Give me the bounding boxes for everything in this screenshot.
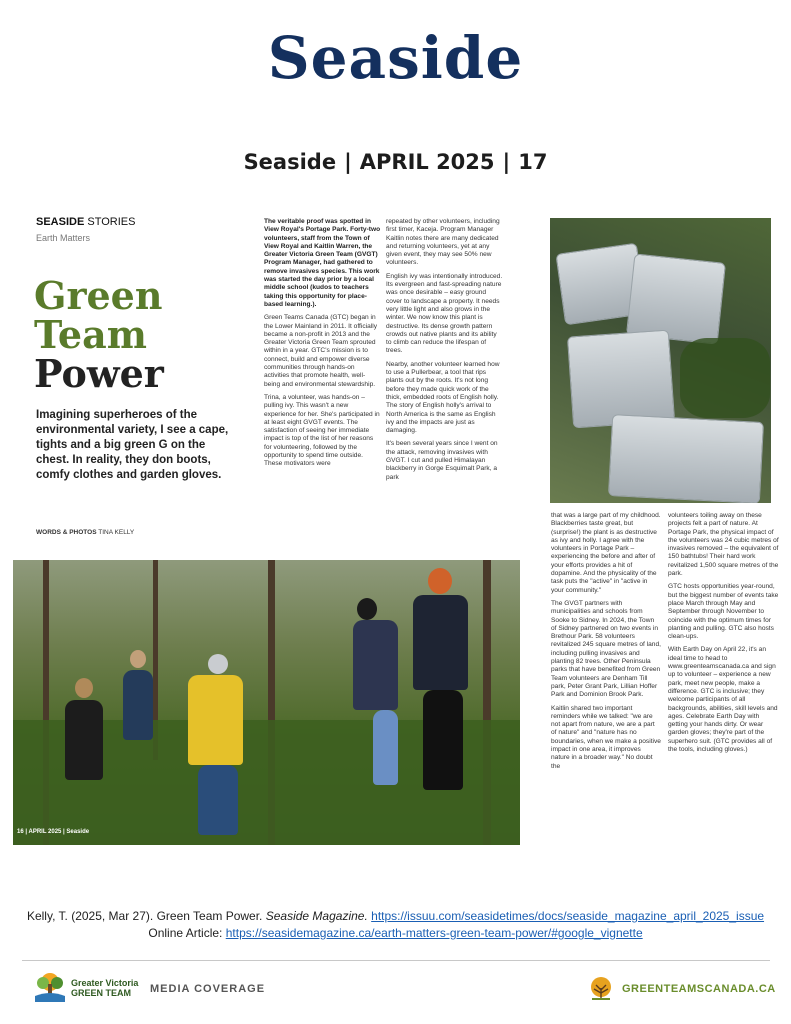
folio-page: 16 (17, 829, 24, 835)
citation-online-label: Online Article: (148, 926, 226, 940)
headline-line-1: Green (34, 273, 163, 318)
footer-divider (22, 960, 770, 961)
issue-brand: Seaside (243, 150, 337, 174)
article-column-2 (386, 218, 503, 487)
citation-link-issuu[interactable]: https://issuu.com/seasidetimes/docs/seaside_magazine_april_2025_issue (371, 909, 765, 923)
paragraph: that was a large part of my childhood. Blackberries taste great, but (surprise!) the plant is as destructive as ivy and holly. I agree with the volunteers in Portage Park – experiencing the before and after of your efforts provides a hit of dopamine. And the physicality of the task puts the "active" in "active in your community." (551, 512, 661, 594)
article-column-3 (551, 512, 661, 776)
footer-website[interactable]: GREENTEAMSCANADA.CA (622, 983, 776, 995)
masthead: Seaside (267, 24, 524, 92)
footer-media-coverage: MEDIA COVERAGE (150, 983, 266, 995)
citation-prefix: Kelly, T. (2025, Mar 27). Green Team Power. (26, 909, 266, 923)
paragraph: With Earth Day on April 22, it's an ideal time to head to www.greenteamscanada.ca and sign up to volunteer – experience a new park, meet new people, make a difference. GTC is inclusive; they welcome participants of all backgrounds, abilities, skill levels and ages. Celebrate Earth Day with getting your hands dirty. Or wear garden gloves; they're part of the superhero suit. (GTC provides all of the tools, including gloves.) (668, 646, 778, 754)
citation-publication: Seaside Magazine. (265, 909, 368, 923)
footer-org-name (71, 978, 138, 998)
greater-victoria-green-team-logo-icon (33, 970, 67, 1004)
section-tag-rest: STORIES (87, 216, 136, 228)
paragraph: Nearby, another volunteer learned how to use a Pullerbear, a tool that rips plants out by the roots. It's not long before they made quick work of the thick, embedded roots of English holly. The story of English holly's arrival to North America is the same as English ivy and the impacts are just as damaging. (386, 360, 500, 435)
folio-brand: Seaside (66, 829, 90, 835)
section-tag (36, 216, 135, 228)
subsection: Earth Matters (36, 233, 91, 243)
section-tag-bold: SEASIDE (36, 216, 85, 228)
photo-bags-of-ivy (550, 218, 771, 503)
headline-line-2: Team (34, 312, 147, 357)
page-folio: 16 | APRIL 2025 | Seaside (17, 829, 90, 835)
byline-label: WORDS & PHOTOS (36, 529, 97, 536)
citation (0, 908, 791, 942)
paragraph: Green Teams Canada (GTC) began in the Lower Mainland in 2011. It officially became a non-profit in 2013 and the Greater Victoria Green Team sprouted within in a year. GTC's mission is to connect, build and empower diverse communities through hands-on activities that promote health, well-being and environmental stewardship. (264, 314, 378, 388)
paragraph: Trina, a volunteer, was hands-on – pulling ivy. This wasn't a new experience for her. She's participated in at least eight GVGT events. The satisfaction of seeing her immediate impact is top of the list of her reasons for volunteering, followed by the opportunity to spend time outside. These motivators were (264, 393, 380, 468)
issue-page: 17 (518, 150, 548, 174)
article-column-4 (668, 512, 780, 759)
citation-link-online[interactable]: https://seasidemagazine.ca/earth-matters-green-team-power/#google_vignette (225, 926, 643, 940)
paragraph: GTC hosts opportunities year-round, but the biggest number of events take place March through May and September through November to coincide with the optimum times for planting and pulling. GTC also hosts clean-ups. (668, 583, 779, 641)
paragraph: The GVGT partners with municipalities and schools from Sooke to Sidney. In 2024, the Town of Sidney partnered on two events in Brethour Park. 58 volunteers revitalized 245 square metres of land, including pulling invasives and planting 82 trees. Other Peninsula parks that have benefited from Green Team volunteers are Denham Till park, Peter Grant Park, Lillian Hoffer Park and Dominion Brook Park. (551, 599, 661, 699)
article-column-1 (264, 218, 381, 474)
footer-org-line-1: Greater Victoria (71, 978, 139, 988)
paragraph: English ivy was intentionally introduced. Its evergreen and fast-spreading nature was once desirable – easy ground cover to landscape a property. It needs very little light and also grows in the winter. We now know this plant is destructive. Its dense growth pattern crowds out native plants and its ability to climb can reduce the lifespan of trees. (386, 272, 503, 355)
issue-month: APRIL 2025 (359, 150, 495, 174)
deck: Imagining superheroes of the environmental variety, I see a cape, tights and a big green G on the chest. In reality, they don boots, comfy clothes and garden gloves. (36, 409, 229, 481)
footer-org-line-2: GREEN TEAM (71, 988, 132, 998)
paragraph: The veritable proof was spotted in View Royal's Portage Park. Forty-two volunteers, staff from the Town of View Royal and Kaitlin Warren, the Greater Victoria Green Team (GVGT) Program Manager, had gathered to remove invasives species. This work was started the day prior by a local middle school (kudos to teachers taking this opportunity for place-based learning.). (264, 218, 381, 308)
folio-month: APRIL 2025 (28, 829, 62, 835)
paragraph: It's been several years since I went on the attack, removing invasives with GVGT. I cut and pulled Himalayan blackberry in Gorge Esquimalt Park, a park (386, 440, 498, 481)
photo-volunteers-pulling-invasives (13, 560, 520, 845)
paragraph: volunteers toiling away on these projects felt a part of nature. At Portage Park, the physical impact of the volunteers was 24 cubic metres of invasives removed – the equivalent of 150 bathtubs! Their hard work revitalized 1,500 square metres of the park. (668, 512, 779, 578)
byline (36, 529, 134, 536)
issue-line: Seaside | APRIL 2025 | 17 (243, 150, 548, 174)
paragraph: Kaitlin shared two important reminders while we talked: "we are not apart from nature, we are a part of nature" and "nature has no boundaries, when we make a positive impact in one area, it improves nature in a broader way." No doubt the (551, 704, 661, 770)
green-teams-canada-tree-icon (587, 976, 615, 1002)
paragraph: repeated by other volunteers, including first timer, Kaceja. Program Manager Kaitlin notes there are many dedicated and returning volunteers, yet at any given event, they may see 50% new volunteers. (386, 218, 500, 267)
headline (34, 273, 264, 396)
byline-name: TINA KELLY (98, 529, 135, 536)
headline-line-3: Power (34, 351, 164, 396)
